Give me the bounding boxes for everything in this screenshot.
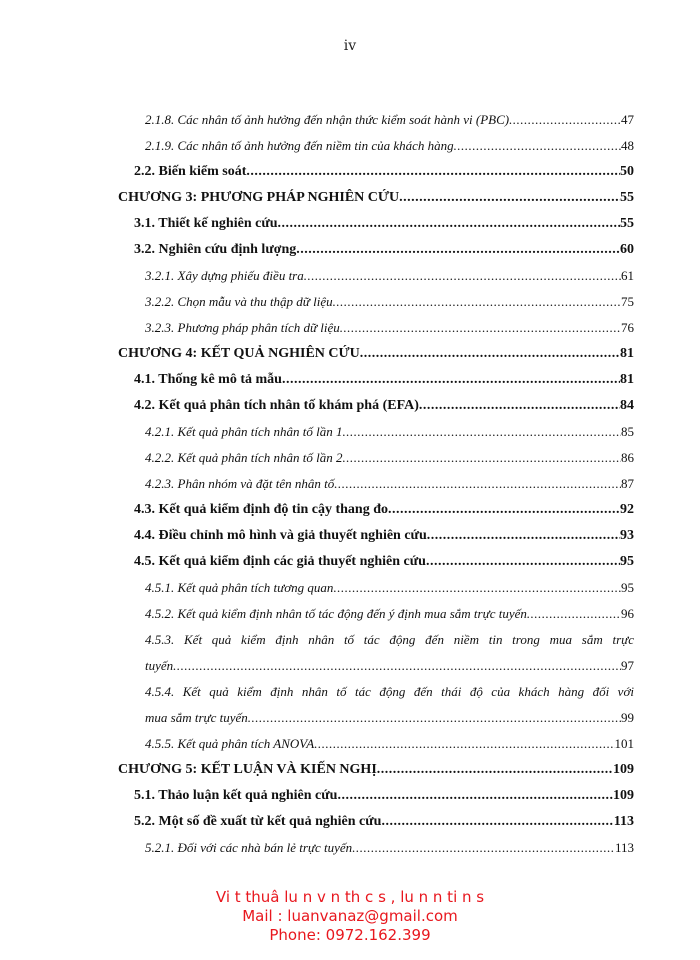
toc-entry-title: CHƯƠNG 4: KẾT QUẢ NGHIÊN CỨU: [118, 346, 360, 361]
footer-line-mail: Mail : luanvanaz@gmail.com: [242, 907, 458, 925]
toc-entry: [118, 809, 634, 835]
toc-entry: [118, 185, 634, 211]
toc-entry-page: 76: [621, 320, 634, 335]
toc-entry-title: 2.2. Biến kiểm soát: [134, 164, 247, 179]
toc-dot-leader: [427, 523, 620, 549]
toc-entry-title: 4.2. Kết quả phân tích nhân tố khám phá (EFA): [134, 398, 419, 413]
toc-dot-leader: [381, 809, 613, 835]
toc-entry-title: 4.4. Điều chỉnh mô hình và giả thuyết nghiên cứu: [134, 528, 427, 543]
toc-entry-page: 109: [613, 788, 634, 803]
toc-entry-page: 81: [620, 346, 634, 361]
toc-entry-page: 113: [613, 814, 634, 829]
toc-entry: [118, 289, 634, 315]
toc-entry-title: 5.1. Thảo luận kết quả nghiên cứu: [134, 788, 338, 803]
toc-entry-title: 4.5.1. Kết quả phân tích tương quan: [145, 580, 334, 595]
toc-entry-page: 55: [620, 216, 634, 231]
toc-entry-title: 4.2.2. Kết quả phân tích nhân tố lần 2: [145, 450, 343, 465]
toc-entry-page: 93: [620, 528, 634, 543]
toc-dot-leader: [296, 237, 620, 263]
toc-entry-title: 4.5.3. Kết quả kiểm định nhân tố tác động đến niềm tin trong mua sắm trực: [145, 632, 634, 647]
toc-entry: [118, 315, 634, 341]
toc-entry: [118, 393, 634, 419]
footer-line-service: Vi t thuâ lu n v n th c s , lu n n ti n s: [215, 888, 485, 906]
toc-entry-title: 3.2. Nghiên cứu định lượng: [134, 242, 297, 257]
toc-entry: [118, 601, 634, 627]
toc-dot-leader: [360, 341, 620, 367]
table-of-contents: [118, 107, 634, 861]
toc-dot-leader: [343, 419, 621, 445]
toc-dot-leader: [399, 185, 620, 211]
toc-entry-title: mua sắm trực tuyến: [145, 710, 248, 725]
toc-entry-title: 4.2.3. Phân nhóm và đặt tên nhân tố: [145, 476, 335, 491]
watermark-footer: [0, 888, 700, 945]
toc-entry-page: 84: [620, 398, 634, 413]
toc-entry-title: CHƯƠNG 5: KẾT LUẬN VÀ KIẾN NGHỊ: [118, 762, 377, 777]
toc-entry-title: 4.5.4. Kết quả kiểm định nhân tố tác động đến thái độ của khách hàng đối với: [145, 684, 634, 699]
toc-entry-title: 5.2. Một số đề xuất từ kết quả nghiên cứu: [134, 814, 382, 829]
toc-entry-page: 87: [621, 476, 634, 491]
toc-entry-continuation: [118, 705, 634, 731]
toc-entry-page: 61: [621, 268, 634, 283]
toc-dot-leader: [248, 705, 621, 731]
toc-entry-page: 99: [621, 710, 634, 725]
toc-entry-page: 47: [621, 112, 634, 127]
toc-entry-title: 4.5.5. Kết quả phân tích ANOVA: [145, 736, 315, 751]
toc-entry-page: 50: [620, 164, 634, 179]
toc-entry-title: tuyến: [145, 658, 174, 673]
toc-dot-leader: [333, 575, 621, 601]
toc-entry-title: 5.2.1. Đối với các nhà bán lẻ trực tuyến: [145, 840, 353, 855]
toc-entry-page: 55: [620, 190, 634, 205]
toc-dot-leader: [388, 497, 620, 523]
toc-entry-title: 4.3. Kết quả kiểm định độ tin cậy thang đo: [134, 502, 388, 517]
toc-entry: [118, 133, 634, 159]
toc-dot-leader: [509, 107, 621, 133]
toc-entry: [118, 757, 634, 783]
toc-entry-title: 4.1. Thống kê mô tả mẫu: [134, 372, 282, 387]
toc-entry: [118, 107, 634, 133]
toc-entry-title: 4.2.1. Kết quả phân tích nhân tố lần 1: [145, 424, 343, 439]
toc-entry-page: 109: [613, 762, 634, 777]
toc-dot-leader: [314, 731, 614, 757]
toc-dot-leader: [278, 211, 621, 237]
toc-entry: [118, 263, 634, 289]
toc-entry: [118, 159, 634, 185]
toc-dot-leader: [377, 757, 613, 783]
toc-entry: [118, 367, 634, 393]
toc-entry-title: 3.2.2. Chọn mẫu và thu thập dữ liệu: [145, 294, 333, 309]
toc-entry-title: 2.1.9. Các nhân tố ảnh hưởng đến niềm tin của khách hàng: [145, 138, 454, 153]
toc-entry-title: 4.5. Kết quả kiểm định các giả thuyết nghiên cứu: [134, 554, 426, 569]
toc-dot-leader: [527, 601, 621, 627]
toc-entry-page: 92: [620, 502, 634, 517]
toc-entry-page: 60: [620, 242, 634, 257]
toc-entry: [118, 783, 634, 809]
toc-entry: [118, 211, 634, 237]
toc-dot-leader: [282, 367, 620, 393]
toc-dot-leader: [173, 653, 621, 679]
toc-entry-page: 101: [614, 736, 634, 751]
toc-entry-title: CHƯƠNG 3: PHƯƠNG PHÁP NGHIÊN CỨU: [118, 190, 400, 205]
toc-entry: [118, 835, 634, 861]
toc-dot-leader: [419, 393, 620, 419]
toc-entry: [118, 445, 634, 471]
toc-entry: [118, 523, 634, 549]
footer-line-phone: Phone: 0972.162.399: [269, 926, 431, 944]
toc-dot-leader: [333, 289, 621, 315]
toc-entry-page: 81: [620, 372, 634, 387]
toc-entry: [118, 549, 634, 575]
toc-entry: [118, 497, 634, 523]
toc-dot-leader: [426, 549, 620, 575]
toc-dot-leader: [337, 783, 613, 809]
toc-dot-leader: [454, 133, 621, 159]
toc-dot-leader: [334, 471, 621, 497]
toc-entry-page: 97: [621, 658, 634, 673]
toc-entry-title: 4.5.2. Kết quả kiểm định nhân tố tác động đến ý định mua sắm trực tuyến: [145, 606, 527, 621]
toc-entry-title: 3.1. Thiết kế nghiên cứu: [134, 216, 278, 231]
toc-entry-page: 48: [621, 138, 634, 153]
toc-dot-leader: [304, 263, 621, 289]
toc-entry: [118, 575, 634, 601]
toc-entry: [118, 237, 634, 263]
toc-entry-page: 75: [621, 294, 634, 309]
toc-entry-page: 86: [621, 450, 634, 465]
toc-entry-title: 2.1.8. Các nhân tố ảnh hưởng đến nhận thức kiểm soát hành vi (PBC): [145, 112, 510, 127]
toc-entry: [118, 341, 634, 367]
toc-entry-title: 3.2.3. Phương pháp phân tích dữ liệu: [145, 320, 340, 335]
toc-entry: [118, 419, 634, 445]
toc-entry-title: 3.2.1. Xây dựng phiếu điều tra: [145, 268, 304, 283]
toc-entry: [118, 731, 634, 757]
toc-dot-leader: [340, 315, 621, 341]
toc-entry-continuation: [118, 653, 634, 679]
toc-entry-page: 95: [620, 554, 634, 569]
toc-entry: [118, 471, 634, 497]
toc-dot-leader: [352, 835, 615, 861]
toc-entry-page: 113: [614, 840, 634, 855]
toc-entry-page: 85: [621, 424, 634, 439]
page-number: iv: [343, 38, 357, 54]
toc-entry-page: 95: [621, 580, 634, 595]
toc-dot-leader: [246, 159, 620, 185]
toc-entry-page: 96: [621, 606, 634, 621]
toc-dot-leader: [343, 445, 621, 471]
